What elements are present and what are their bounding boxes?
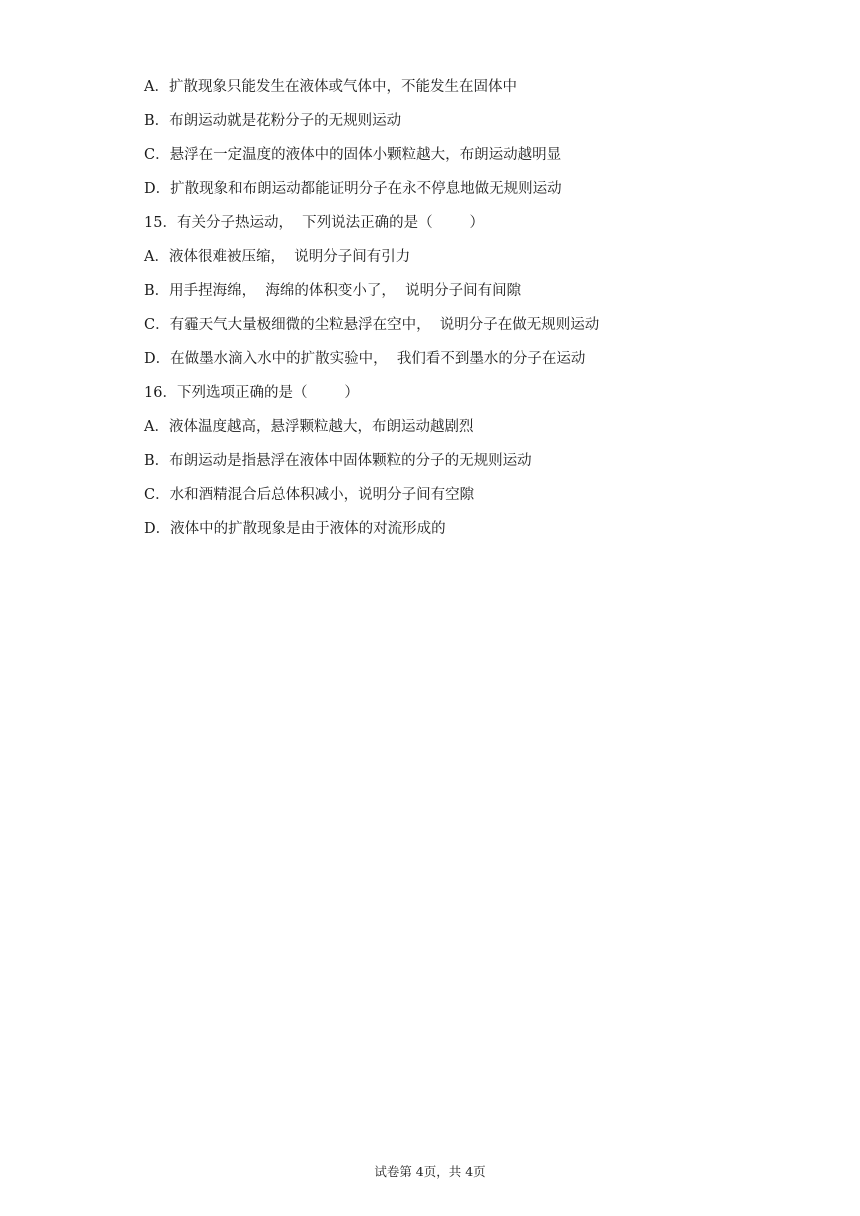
option-line: D．扩散现象和布朗运动都能证明分子在永不停息地做无规则运动 — [144, 181, 562, 197]
option-line: C．水和酒精混合后总体积减小，说明分子间有空隙 — [144, 487, 475, 503]
option-line: A．液体很难被压缩， 说明分子间有引力 — [144, 249, 411, 265]
question-stem: 15．有关分子热运动， 下列说法正确的是（ ） — [144, 215, 485, 231]
question-content — [144, 70, 784, 546]
option-line: D．在做墨水滴入水中的扩散实验中， 我们看不到墨水的分子在运动 — [144, 351, 586, 367]
option-line: A．液体温度越高，悬浮颗粒越大，布朗运动越剧烈 — [144, 419, 474, 435]
option-line: B．用手捏海绵， 海绵的体积变小了， 说明分子间有间隙 — [144, 283, 522, 299]
option-line: C．有霾天气大量极细微的尘粒悬浮在空中， 说明分子在做无规则运动 — [144, 317, 600, 333]
option-line: D．液体中的扩散现象是由于液体的对流形成的 — [144, 521, 446, 537]
question-stem: 16．下列选项正确的是（ ） — [144, 385, 359, 401]
page-footer: 试卷第 4页，共 4页 — [374, 1164, 486, 1179]
option-line: B．布朗运动就是花粉分子的无规则运动 — [144, 113, 402, 129]
option-line: C．悬浮在一定温度的液体中的固体小颗粒越大，布朗运动越明显 — [144, 147, 562, 163]
option-line: B．布朗运动是指悬浮在液体中固体颗粒的分子的无规则运动 — [144, 453, 532, 469]
option-line: A．扩散现象只能发生在液体或气体中，不能发生在固体中 — [144, 79, 517, 95]
